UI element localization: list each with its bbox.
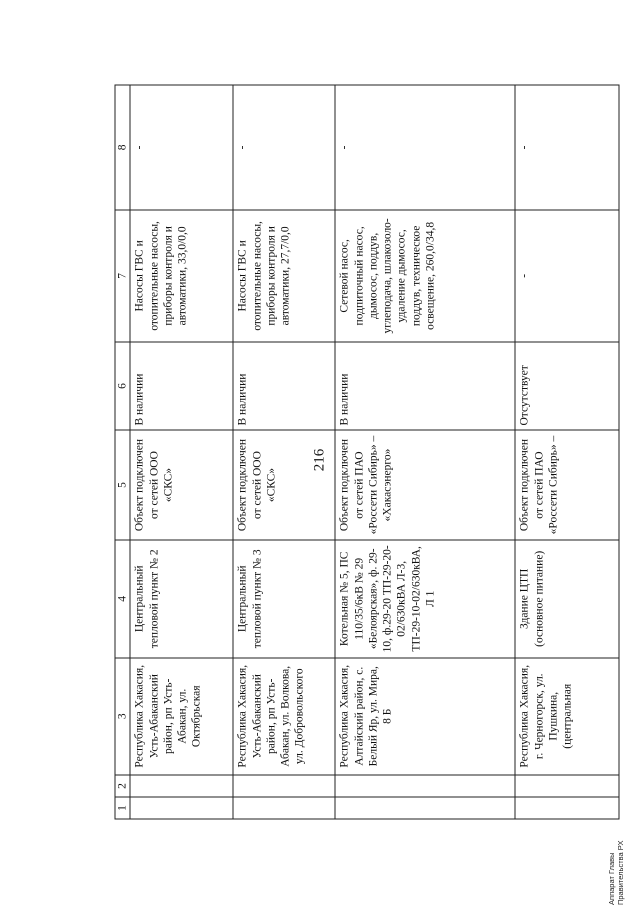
stamp-line-2: Правительства РХ xyxy=(615,840,625,905)
header-col-3: 3 xyxy=(115,658,130,775)
header-col-1: 1 xyxy=(115,797,130,819)
cell-equipment: - xyxy=(515,210,619,342)
cell-col-2 xyxy=(233,775,335,797)
equipment-table xyxy=(115,85,620,820)
cell-number xyxy=(515,797,619,819)
cell-facility: Центральный тепловой пункт № 2 xyxy=(130,540,233,657)
cell-facility: Котельная № 5, ПС 110/35/6кВ № 29 «Белоярская», ф. 29-10, ф.29-20 ТП-29-20-02/630кВА Л-3, ТП-29-10-02/630кВА, Л 1 xyxy=(335,540,515,657)
cell-facility: Здание ЦТП (основное питание) xyxy=(515,540,619,657)
page-number: 216 xyxy=(311,448,328,472)
cell-col-8: - xyxy=(130,85,233,210)
cell-equipment: Насосы ГВС и отопительные насосы, приборы контроля и автоматики, 27,7/0,0 xyxy=(233,210,335,342)
cell-equipment: Насосы ГВС и отопительные насосы, приборы контроля и автоматики, 33,0/0,0 xyxy=(130,210,233,342)
header-row xyxy=(115,85,130,819)
cell-address: Республика Хакасия, Усть-Абаканский район, рп Усть-Абакан, ул. Октябрьская xyxy=(130,658,233,775)
stamp-line-1: Аппарат Главы xyxy=(607,852,616,905)
cell-number xyxy=(233,797,335,819)
table-row xyxy=(515,85,619,819)
cell-facility: Центральный тепловой пункт № 3 xyxy=(233,540,335,657)
cell-connection: Объект подключен от сетей ООО «СКС» xyxy=(233,430,335,540)
cell-col-2 xyxy=(335,775,515,797)
cell-availability: В наличии xyxy=(130,342,233,430)
cell-col-2 xyxy=(515,775,619,797)
cell-number xyxy=(335,797,515,819)
office-stamp xyxy=(608,841,625,905)
cell-connection: Объект подключен от сетей ООО «СКС» xyxy=(130,430,233,540)
cell-address: Республика Хакасия, Алтайский район, с. Белый Яр, ул. Мира, 8 Б xyxy=(335,658,515,775)
cell-connection: Объект подключен от сетей ПАО «Россети Сибирь» – «Хакасэнерго» xyxy=(335,430,515,540)
cell-availability: В наличии xyxy=(335,342,515,430)
table-row xyxy=(130,85,233,819)
cell-availability: Отсутствует xyxy=(515,342,619,430)
cell-col-8: - xyxy=(335,85,515,210)
table-row xyxy=(233,85,335,819)
header-col-8: 8 xyxy=(115,85,130,210)
cell-col-8: - xyxy=(515,85,619,210)
header-col-2: 2 xyxy=(115,775,130,797)
cell-number xyxy=(130,797,233,819)
header-col-4: 4 xyxy=(115,540,130,657)
cell-col-8: - xyxy=(233,85,335,210)
cell-availability: В наличии xyxy=(233,342,335,430)
cell-connection: Объект подключен от сетей ПАО «Россети Сибирь» – xyxy=(515,430,619,540)
equipment-table-container xyxy=(115,85,618,820)
header-col-7: 7 xyxy=(115,210,130,342)
header-col-5: 5 xyxy=(115,430,130,540)
cell-col-2 xyxy=(130,775,233,797)
table-row xyxy=(335,85,515,819)
cell-address: Республика Хакасия, г. Черногорск, ул. Пушкина, (центральная xyxy=(515,658,619,775)
cell-address: Республика Хакасия, Усть-Абаканский район, рп Усть-Абакан, ул. Волкова, ул. Добровольского xyxy=(233,658,335,775)
cell-equipment: Сетевой насос, подпиточный насос, дымосос, поддув, углеподача, шлакозоло-удаление дымосос, поддув, техническое освещение, 260,0/34,8 xyxy=(335,210,515,342)
header-col-6: 6 xyxy=(115,342,130,430)
